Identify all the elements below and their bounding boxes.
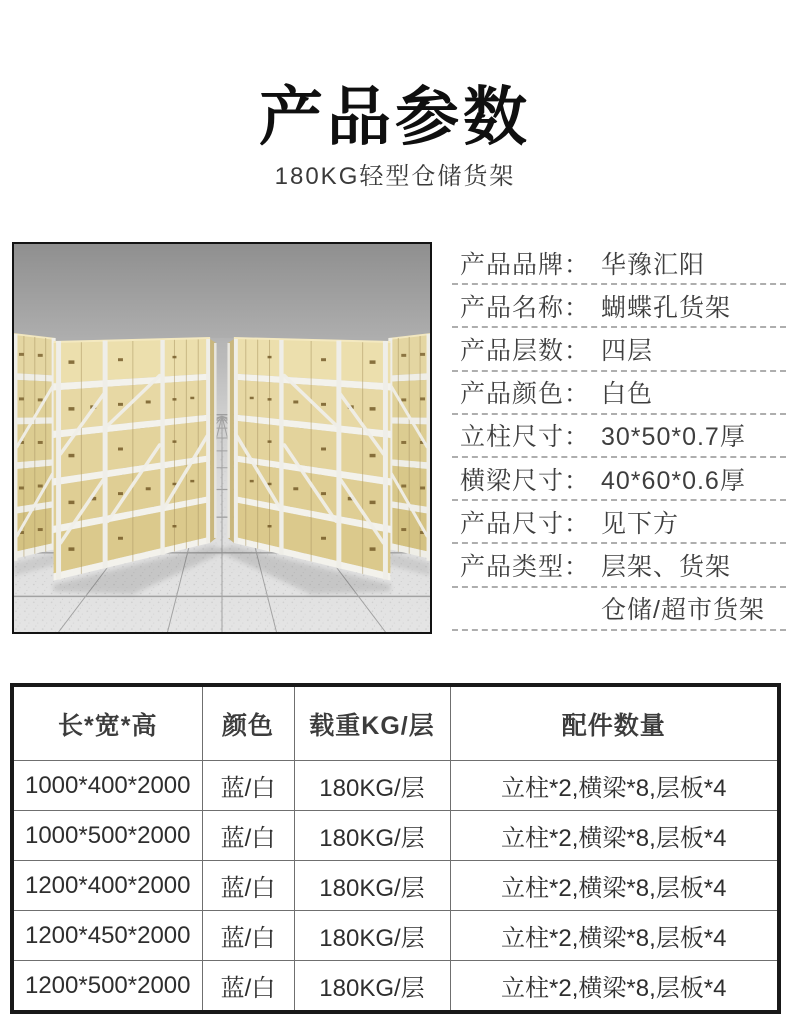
- spec-label: 产品尺寸：: [460, 509, 591, 538]
- spec-row-layers: [452, 328, 786, 371]
- table-cell-size: 1200*400*2000: [12, 861, 202, 911]
- page-title: 产品参数: [259, 81, 531, 153]
- spec-row-color: [452, 372, 786, 415]
- spec-label: 产品类型：: [460, 552, 591, 581]
- table-row: [12, 761, 779, 811]
- table-header-parts: 配件数量: [450, 685, 779, 761]
- table-cell-color: 蓝/白: [202, 911, 294, 961]
- table-cell-load: 180KG/层: [294, 961, 450, 1013]
- spec-list: [452, 242, 786, 634]
- spec-label: 产品层数：: [460, 336, 591, 365]
- warehouse-racks-illustration: [14, 244, 430, 632]
- spec-value: 仓储/超市货架: [601, 596, 765, 625]
- table-cell-load: 180KG/层: [294, 911, 450, 961]
- page-header: [0, 0, 790, 190]
- table-cell-parts: 立柱*2,横梁*8,层板*4: [450, 761, 779, 811]
- table-header-row: [12, 685, 779, 761]
- table-row: [12, 811, 779, 861]
- spec-value: 见下方: [601, 509, 680, 538]
- table-cell-size: 1000*400*2000: [12, 761, 202, 811]
- spec-label: 立柱尺寸：: [460, 423, 591, 452]
- spec-row-brand: [452, 242, 786, 285]
- table-row: [12, 911, 779, 961]
- page-subtitle: 180KG轻型仓储货架: [274, 163, 516, 190]
- table-cell-size: 1200*500*2000: [12, 961, 202, 1013]
- table-cell-color: 蓝/白: [202, 961, 294, 1013]
- table-cell-parts: 立柱*2,横梁*8,层板*4: [450, 861, 779, 911]
- content-row: [12, 242, 790, 634]
- table-header-color: 颜色: [202, 685, 294, 761]
- spec-table: [10, 683, 781, 1014]
- table-cell-size: 1000*500*2000: [12, 811, 202, 861]
- spec-row-type-cont: [452, 588, 786, 631]
- product-image: [12, 242, 432, 634]
- spec-row-size: [452, 501, 786, 544]
- table-cell-size: 1200*450*2000: [12, 911, 202, 961]
- spec-label: 横梁尺寸：: [460, 466, 591, 495]
- spec-value: 层架、货架: [601, 552, 732, 581]
- table-cell-parts: 立柱*2,横梁*8,层板*4: [450, 811, 779, 861]
- spec-row-type: [452, 544, 786, 587]
- spec-value: 华豫汇阳: [601, 250, 706, 279]
- spec-label: 产品颜色：: [460, 380, 591, 409]
- table-header-size: 长*宽*高: [12, 685, 202, 761]
- table-cell-parts: 立柱*2,横梁*8,层板*4: [450, 911, 779, 961]
- spec-row-post-size: [452, 415, 786, 458]
- table-row: [12, 961, 779, 1013]
- spec-value: 40*60*0.6厚: [601, 466, 746, 495]
- spec-value: 30*50*0.7厚: [601, 423, 746, 452]
- table-cell-color: 蓝/白: [202, 811, 294, 861]
- table-cell-load: 180KG/层: [294, 861, 450, 911]
- table-cell-load: 180KG/层: [294, 761, 450, 811]
- spec-row-name: [452, 285, 786, 328]
- spec-value: 白色: [601, 380, 654, 409]
- spec-label: 产品名称：: [460, 293, 591, 322]
- table-header-load: 载重KG/层: [294, 685, 450, 761]
- table-cell-parts: 立柱*2,横梁*8,层板*4: [450, 961, 779, 1013]
- table-cell-color: 蓝/白: [202, 861, 294, 911]
- table-cell-load: 180KG/层: [294, 811, 450, 861]
- spec-value: 四层: [601, 336, 654, 365]
- spec-label: 产品品牌：: [460, 250, 591, 279]
- spec-value: 蝴蝶孔货架: [601, 293, 732, 322]
- spec-row-beam-size: [452, 458, 786, 501]
- table-cell-color: 蓝/白: [202, 761, 294, 811]
- table-row: [12, 861, 779, 911]
